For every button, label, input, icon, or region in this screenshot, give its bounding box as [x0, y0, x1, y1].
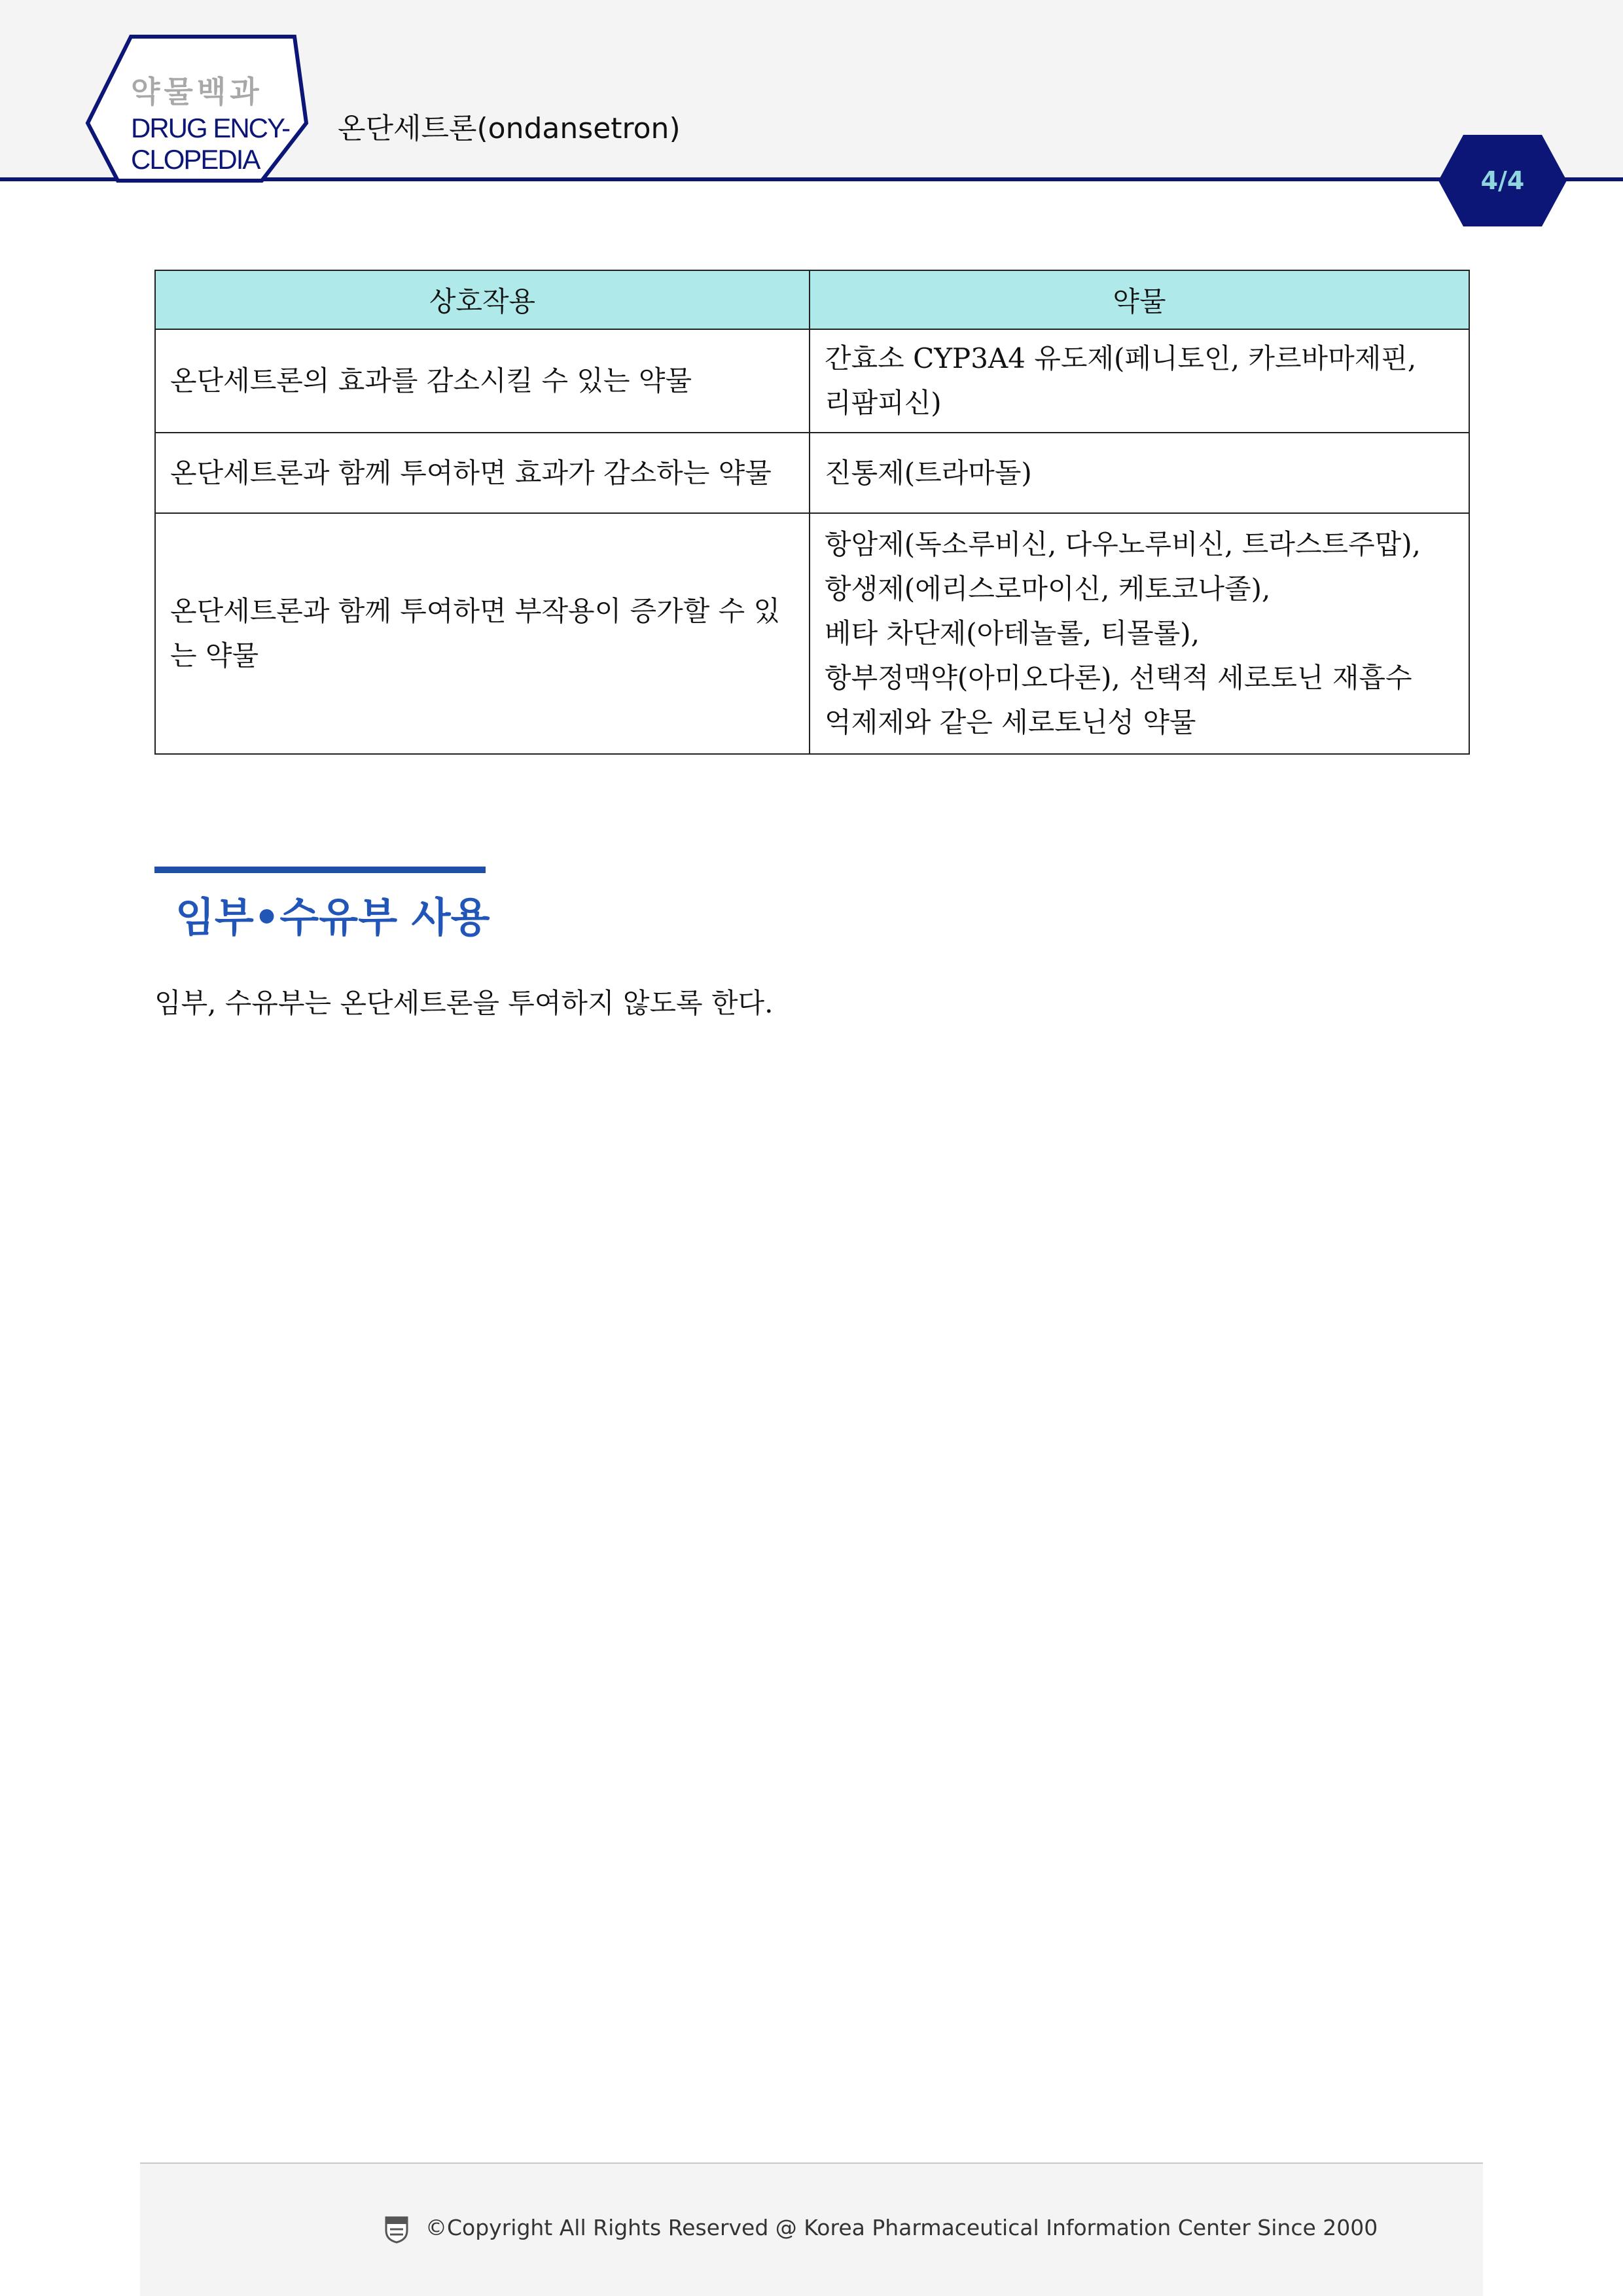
table-row — [155, 513, 1469, 754]
document-title: 온단세트론(ondansetron) — [338, 112, 681, 145]
shield-icon — [383, 2215, 410, 2244]
drugs-cell: 항암제(독소루비신, 다우노루비신, 트라스트주맙), 항생제(에리스로마이신, 케토코나졸), 베타 차단제(아테놀롤, 티몰롤), 항부정맥약(아미오다론), 선택적 세로토닌 재흡수 억제제와 같은 세로토닌성 약물 — [810, 513, 1469, 754]
section-body: 임부, 수유부는 온단세트론을 투여하지 않도록 한다. — [154, 987, 774, 1019]
interaction-table — [154, 270, 1470, 755]
interaction-cell: 온단세트론의 효과를 감소시킬 수 있는 약물 — [155, 329, 810, 433]
page-indicator: 4/4 — [1480, 166, 1525, 195]
drugs-cell: 진통제(트라마돌) — [810, 433, 1469, 513]
table-header-row — [155, 270, 1469, 329]
header-drugs: 약물 — [810, 270, 1469, 329]
table-row — [155, 433, 1469, 513]
drugs-cell: 간효소 CYP3A4 유도제(페니토인, 카르바마제핀, 리팜피신) — [810, 329, 1469, 433]
section-accent-bar — [154, 867, 486, 873]
header-interaction: 상호작용 — [155, 270, 810, 329]
section-title: 임부•수유부 사용 — [175, 893, 490, 941]
table-row — [155, 329, 1469, 433]
interaction-cell: 온단세트론과 함께 투여하면 효과가 감소하는 약물 — [155, 433, 810, 513]
copyright-text: ©Copyright All Rights Reserved @ Korea Pharmaceutical Information Center Since 2000 — [425, 2215, 1378, 2240]
logo-english-text: DRUG ENCY- CLOPEDIA — [131, 113, 290, 175]
interaction-cell: 온단세트론과 함께 투여하면 부작용이 증가할 수 있는 약물 — [155, 513, 810, 754]
logo-korean-text: 약물백과 — [131, 74, 263, 109]
